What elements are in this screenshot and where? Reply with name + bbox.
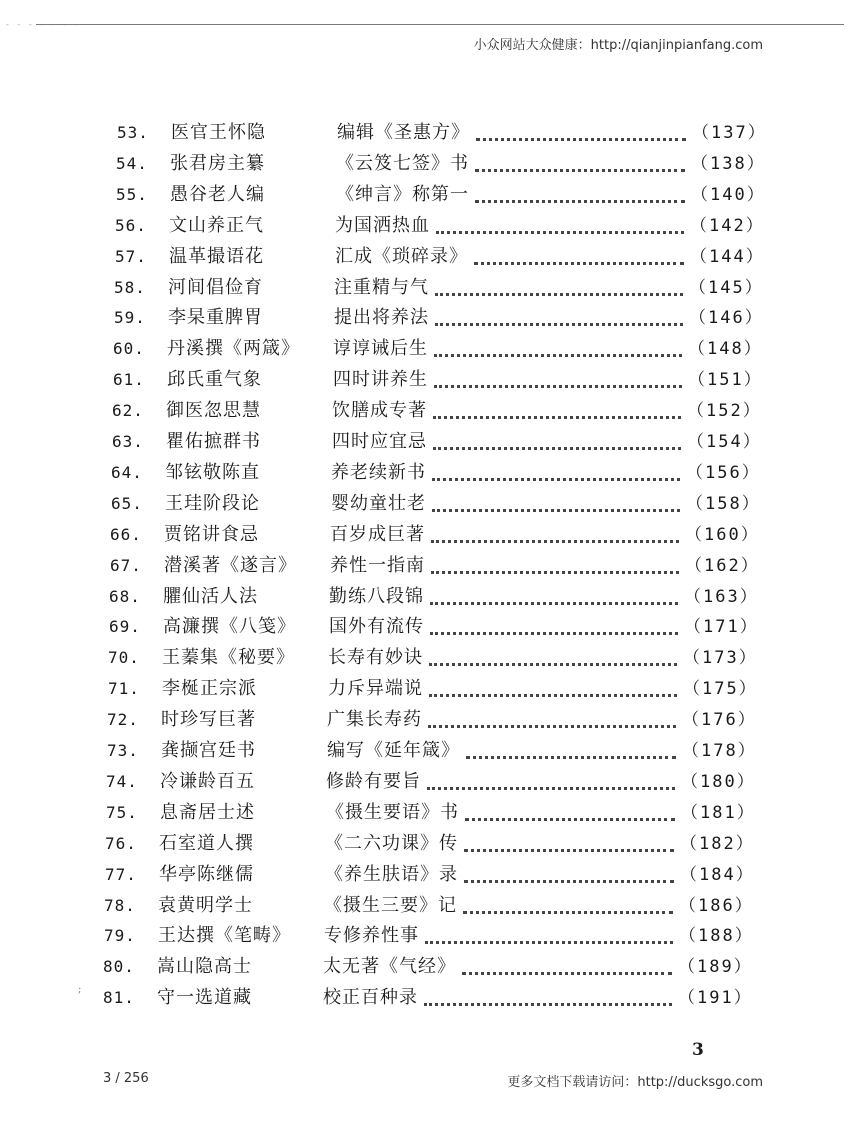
toc-entry-title-left: 王蓁集《秘要》: [162, 647, 295, 668]
toc-entry-title-left: 龚撷宫廷书: [161, 740, 256, 761]
toc-entry: [116, 150, 765, 178]
toc-entry: [106, 799, 756, 827]
toc-entry-number: 60.: [113, 339, 145, 358]
dot-leader: [430, 594, 678, 605]
toc-entry-title-left: 时珍写巨著: [161, 709, 256, 730]
toc-entry-title-left: 丹溪撰《两箴》: [167, 338, 300, 359]
toc-entry-title-left: 石室道人撰: [159, 833, 254, 854]
toc-entry-title-right: 《养生肤语》录: [325, 864, 458, 885]
toc-entry: [103, 953, 753, 981]
toc-entry-title-right: 提出将养法: [334, 307, 429, 328]
toc-entry-number: 75.: [106, 803, 138, 822]
toc-entry-page: （163）: [684, 587, 759, 607]
dot-leader: [464, 841, 674, 852]
toc-entry-title-right: 力斥异端说: [328, 678, 423, 699]
toc-entry: [116, 181, 765, 209]
toc-entry-page: （151）: [688, 370, 763, 390]
toc-entry-title-right: 谆谆诫后生: [333, 338, 428, 359]
toc-entry-number: 69.: [109, 617, 141, 636]
toc-entry-title-left: 息斋居士述: [160, 802, 255, 823]
toc-entry-title-left: 嵩山隐高士: [157, 956, 252, 977]
toc-entry-title-right: 编辑《圣惠方》: [337, 122, 470, 143]
toc-entry-page: （158）: [686, 494, 761, 514]
dot-leader: [466, 748, 676, 759]
toc-entry-page: （162）: [685, 556, 760, 576]
toc-entry: [110, 552, 760, 580]
dot-leader: [432, 501, 680, 512]
toc-entry-title-left: 王达撰《笔畴》: [158, 925, 291, 946]
toc-entry-number: 70.: [108, 648, 140, 667]
toc-entry-title-left: 李杲重脾胃: [168, 307, 263, 328]
toc-entry-title-right: 养老续新书: [331, 462, 426, 483]
toc-entry: [112, 397, 762, 425]
toc-entry-number: 73.: [107, 741, 139, 760]
toc-entry-page: （145）: [689, 278, 764, 298]
toc-entry-number: 80.: [103, 957, 135, 976]
toc-entry-number: 54.: [116, 154, 148, 173]
toc-entry: [115, 243, 763, 271]
toc-entry-title-left: 愚谷老人编: [170, 184, 265, 205]
toc-entry-number: 61.: [113, 370, 145, 389]
dot-leader: [427, 779, 675, 790]
toc-entry-title-right: 校正百种录: [323, 987, 418, 1008]
toc-entry-title-right: 养性一指南: [330, 555, 425, 576]
dot-leader: [432, 470, 680, 481]
toc-entry-title-left: 潜溪著《遂言》: [164, 555, 297, 576]
toc-entry-number: 56.: [115, 216, 147, 235]
corner-marks: - - - - - - -: [6, 20, 81, 29]
toc-entry-title-left: 李梴正宗派: [162, 678, 257, 699]
toc-entry-title-left: 河间倡俭育: [168, 277, 263, 298]
toc-entry-page: （137）: [692, 123, 767, 143]
toc-entry-title-right: 饮膳成专著: [332, 400, 427, 421]
toc-entry-page: （189）: [678, 957, 753, 977]
toc-entry: [104, 922, 754, 950]
toc-entry-number: 77.: [105, 865, 137, 884]
toc-entry-title-right: 《摄生三要》记: [324, 895, 457, 916]
toc-entry-page: （184）: [680, 865, 755, 885]
toc-entry-title-right: 广集长寿药: [327, 709, 422, 730]
dot-leader: [428, 717, 676, 728]
toc-entry-page: （173）: [683, 648, 758, 668]
header-site-link[interactable]: 小众网站大众健康：http://qianjinpianfang.com: [473, 38, 763, 53]
toc-entry-page: （180）: [681, 772, 756, 792]
toc-entry-number: 59.: [114, 308, 146, 327]
toc-entry: [105, 830, 755, 858]
dot-leader: [475, 161, 685, 172]
toc-entry-title-right: 国外有流传: [329, 616, 424, 637]
toc-entry-number: 62.: [112, 401, 144, 420]
toc-entry-title-right: 婴幼童壮老: [331, 493, 426, 514]
toc-entry-title-right: 修龄有要旨: [326, 771, 421, 792]
toc-entry-title-right: 编写《延年箴》: [327, 740, 460, 761]
dot-leader: [431, 563, 679, 574]
toc-entry-title-left: 王珪阶段论: [165, 493, 260, 514]
toc-entry: [108, 675, 758, 703]
toc-entry-page: （176）: [682, 710, 757, 730]
toc-entry: [114, 274, 764, 302]
toc-entry-page: （146）: [689, 308, 764, 328]
toc-entry-title-left: 邱氏重气象: [167, 369, 262, 390]
toc-entry: [115, 212, 763, 240]
toc-entry: [117, 119, 767, 147]
toc-entry-number: 57.: [115, 247, 147, 266]
printed-page-number: 3: [692, 1040, 704, 1060]
dot-leader: [474, 254, 684, 265]
toc-entry-title-right: 长寿有妙诀: [328, 647, 423, 668]
dot-leader: [465, 810, 675, 821]
dot-leader: [429, 686, 677, 697]
toc-entry-page: （178）: [682, 741, 757, 761]
toc-entry-title-left: 贾铭讲食忌: [164, 524, 259, 545]
toc-entry-title-left: 瞿佑摭群书: [166, 431, 261, 452]
toc-entry-title-left: 冷谦龄百五: [160, 771, 255, 792]
toc-entry: [105, 861, 755, 889]
toc-entry-title-right: 注重精与气: [334, 277, 429, 298]
toc-entry-number: 78.: [104, 896, 136, 915]
toc-entry-number: 71.: [108, 679, 140, 698]
dot-leader: [425, 933, 673, 944]
toc-entry-title-left: 温革撮语花: [169, 246, 264, 267]
toc-entry-title-left: 邹铉敬陈直: [165, 462, 260, 483]
dot-leader: [429, 655, 677, 666]
scan-speck: ;: [78, 984, 82, 995]
dot-leader: [463, 903, 673, 914]
dot-leader: [435, 285, 683, 296]
toc-entry-number: 79.: [104, 926, 136, 945]
toc-entry: [107, 706, 757, 734]
toc-entry-title-right: 四时应宜忌: [332, 431, 427, 452]
toc-entry: [112, 428, 762, 456]
toc-entry-number: 55.: [116, 185, 148, 204]
toc-entry: [106, 768, 756, 796]
toc-entry-title-left: 文山养正气: [169, 215, 264, 236]
toc-entry-title-left: 张君房主纂: [170, 153, 265, 174]
toc-entry: [109, 583, 759, 611]
toc-entry-page: （142）: [690, 216, 765, 236]
toc-entry-number: 76.: [105, 834, 137, 853]
toc-entry-title-left: 华亭陈继儒: [159, 864, 254, 885]
toc-entry: [113, 366, 763, 394]
toc-entry-title-right: 《绅言》称第一: [336, 184, 469, 205]
toc-entry: [109, 613, 759, 641]
toc-entry-title-left: 臞仙活人法: [163, 586, 258, 607]
dot-leader: [435, 315, 683, 326]
footer-download-link[interactable]: 更多文档下载请访问：http://ducksgo.com: [507, 1075, 763, 1090]
toc-entry-number: 74.: [106, 772, 138, 791]
dot-leader: [434, 377, 682, 388]
toc-entry-page: （140）: [691, 185, 766, 205]
toc-entry: [107, 737, 757, 765]
toc-entry-page: （160）: [685, 525, 760, 545]
toc-entry: [110, 521, 760, 549]
dot-leader: [436, 223, 684, 234]
toc-entry: [103, 984, 753, 1012]
dot-leader: [431, 532, 679, 543]
toc-entry-title-right: 为国洒热血: [335, 215, 430, 236]
toc-entry-title-right: 《二六功课》传: [325, 833, 458, 854]
toc-entry-number: 72.: [107, 710, 139, 729]
toc-entry-title-right: 百岁成巨著: [330, 524, 425, 545]
toc-entry-page: （148）: [688, 339, 763, 359]
toc-entry-page: （182）: [680, 834, 755, 854]
toc-entry-number: 81.: [103, 988, 135, 1007]
header-rule: [36, 24, 844, 25]
toc-entry-number: 53.: [117, 123, 149, 142]
toc-entry-page: （156）: [686, 463, 761, 483]
toc-entry-title-right: 太无著《气经》: [323, 956, 456, 977]
toc-entry-number: 64.: [111, 463, 143, 482]
footer-page-indicator: 3 / 256: [103, 1071, 149, 1086]
toc-entry-title-right: 汇成《琐碎录》: [335, 246, 468, 267]
toc-entry-number: 65.: [111, 494, 143, 513]
dot-leader: [433, 439, 681, 450]
toc-entry-title-right: 《摄生要语》书: [326, 802, 459, 823]
toc-entry-title-right: 《云笈七签》书: [336, 153, 469, 174]
toc-entry-number: 58.: [114, 278, 146, 297]
dot-leader: [433, 408, 681, 419]
toc-entry-number: 63.: [112, 432, 144, 451]
dot-leader: [475, 192, 685, 203]
toc-entry-page: （171）: [684, 617, 759, 637]
toc-entry: [113, 335, 763, 363]
toc-entry-title-left: 守一选道藏: [157, 987, 252, 1008]
toc-entry-title-right: 勤练八段锦: [329, 586, 424, 607]
toc-entry-number: 67.: [110, 556, 142, 575]
toc-entry-title-left: 袁黄明学士: [158, 895, 253, 916]
toc-entry-page: （138）: [691, 154, 766, 174]
toc-entry-page: （175）: [683, 679, 758, 699]
dot-leader: [424, 995, 672, 1006]
toc-entry-title-left: 高濂撰《八笺》: [163, 616, 296, 637]
toc-entry-title-left: 医官王怀隐: [171, 122, 266, 143]
dot-leader: [464, 872, 674, 883]
toc-entry-title-right: 四时讲养生: [333, 369, 428, 390]
toc-entry-page: （144）: [690, 247, 765, 267]
toc-entry-page: （152）: [687, 401, 762, 421]
toc-entry: [114, 304, 764, 332]
toc-entry-title-right: 专修养性事: [324, 925, 419, 946]
toc-entry-page: （154）: [687, 432, 762, 452]
toc-entry-page: （188）: [679, 926, 754, 946]
toc-entry: [108, 644, 758, 672]
toc-entry-number: 66.: [110, 525, 142, 544]
toc-entry: [111, 459, 761, 487]
toc-entry: [104, 892, 754, 920]
toc-entry-number: 68.: [109, 587, 141, 606]
dot-leader: [476, 130, 686, 141]
toc-entry-page: （186）: [679, 896, 754, 916]
dot-leader: [462, 964, 672, 975]
toc-entry-title-left: 御医忽思慧: [166, 400, 261, 421]
toc-entry-page: （181）: [681, 803, 756, 823]
toc-entry-page: （191）: [678, 988, 753, 1008]
dot-leader: [434, 346, 682, 357]
dot-leader: [430, 624, 678, 635]
toc-entry: [111, 490, 761, 518]
